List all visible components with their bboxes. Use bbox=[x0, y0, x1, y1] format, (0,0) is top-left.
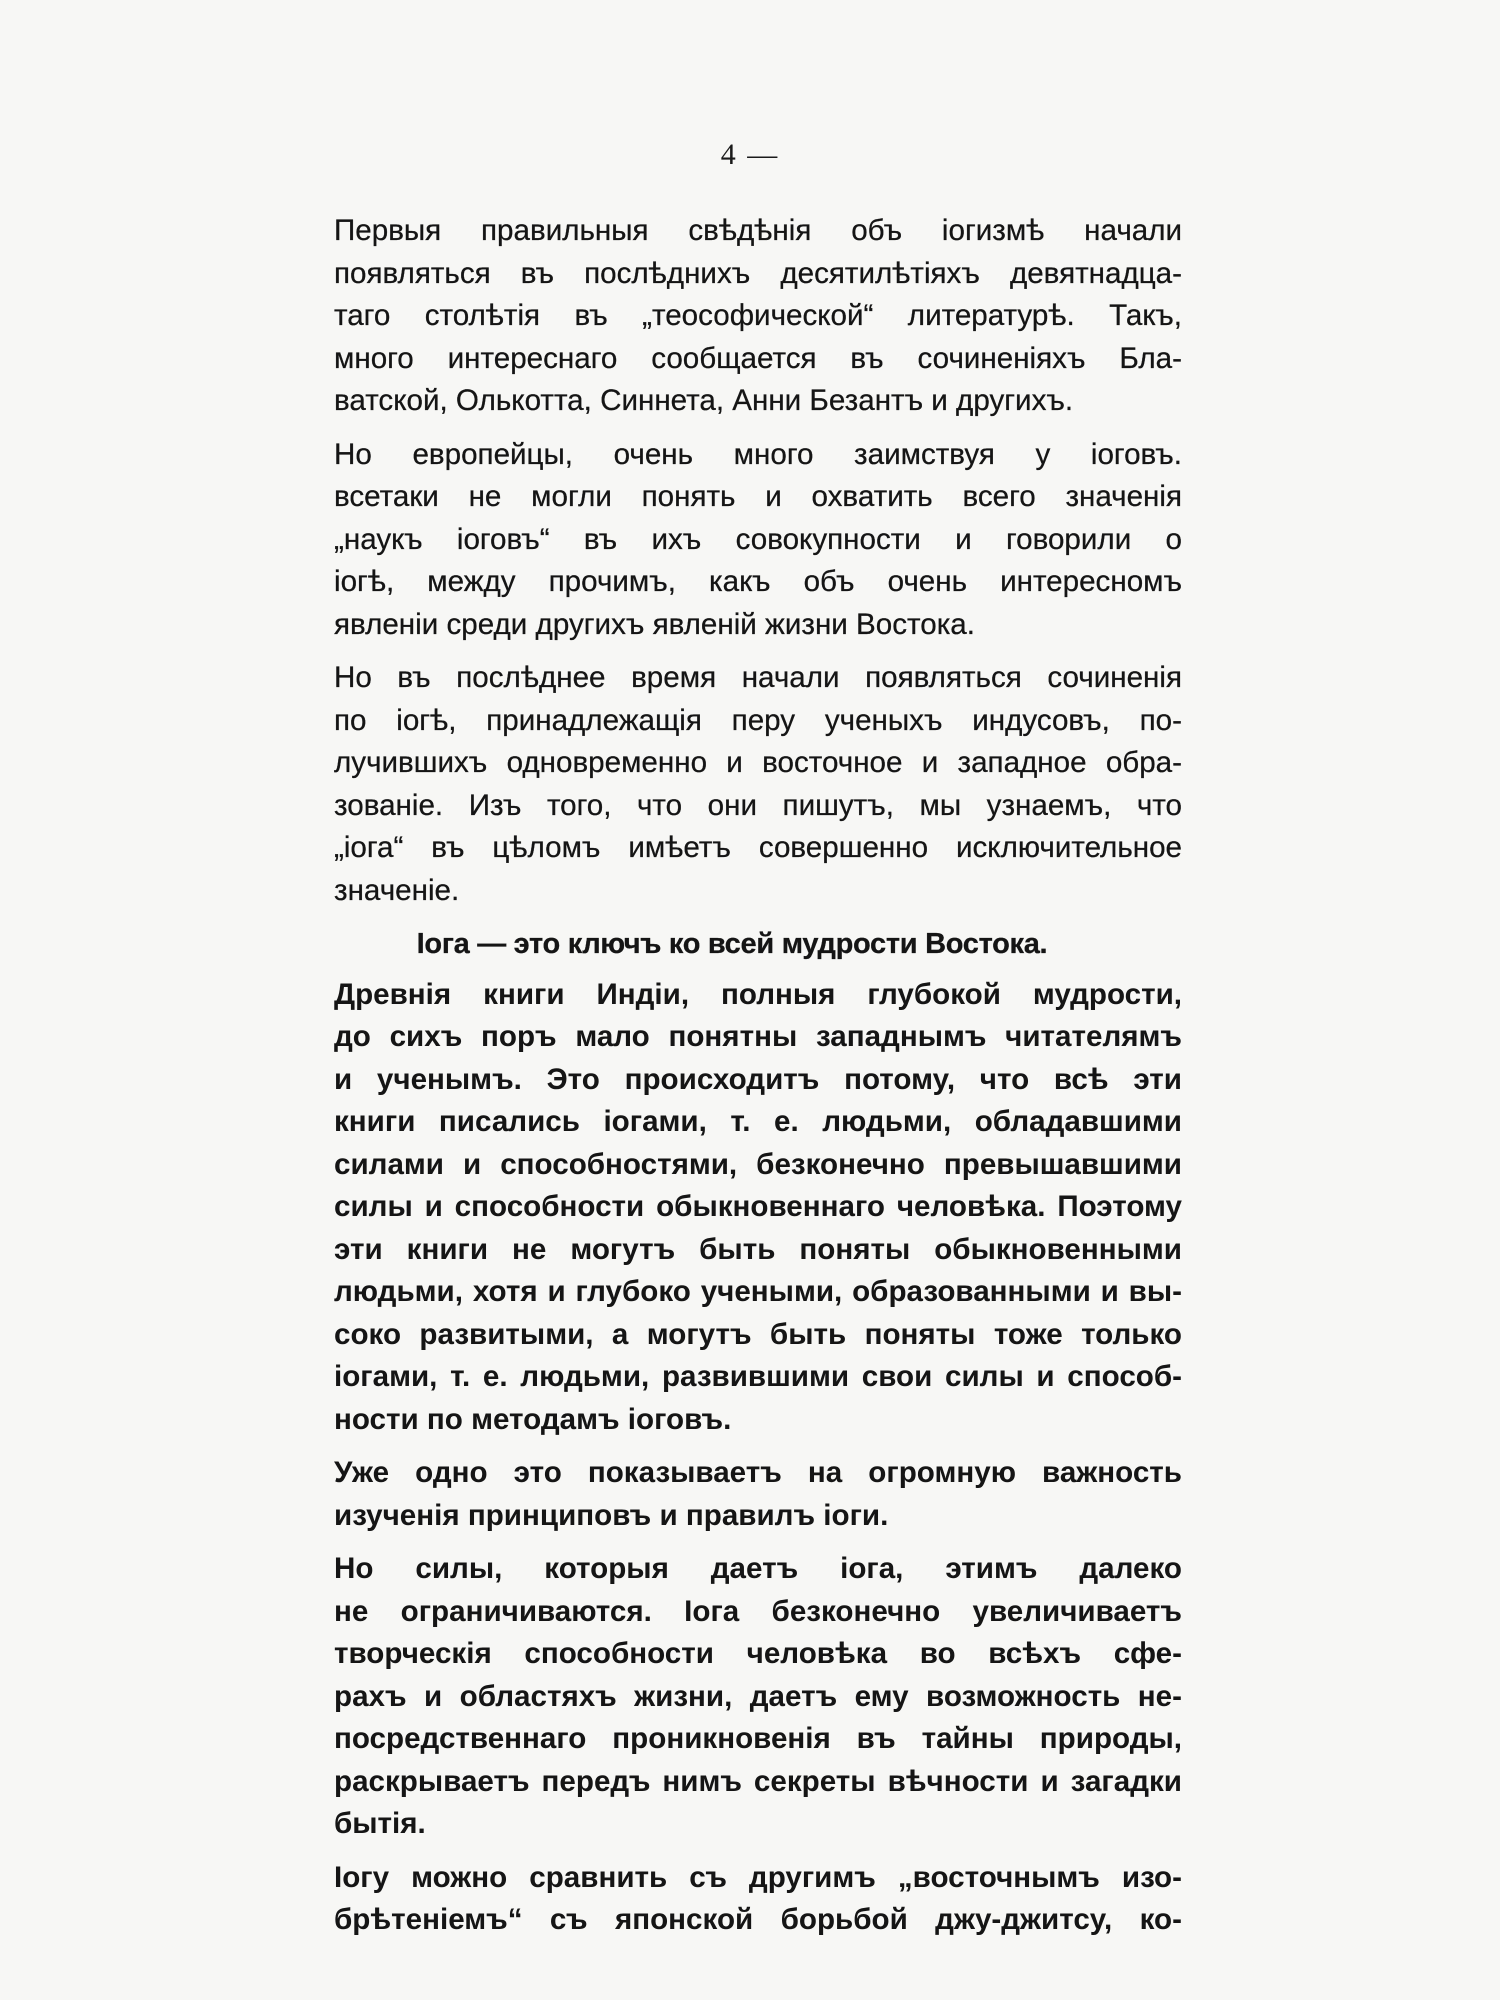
text-line: и ученымъ. Это происходитъ потому, что всѣ эти bbox=[334, 1062, 1182, 1096]
paragraph-2 bbox=[282, 434, 1182, 647]
text-line: таго столѣтія въ „теософической“ литературѣ. Такъ, bbox=[334, 299, 1182, 332]
text-line: ности по методамъ іоговъ. bbox=[334, 1402, 732, 1436]
text-line: брѣтеніемъ“ съ японской борьбой джу-джитсу, ко- bbox=[334, 1903, 1182, 1936]
text-line: творческія способности человѣка во всѣхъ сфе- bbox=[334, 1637, 1182, 1670]
page-number: 4 — bbox=[720, 138, 780, 171]
text-line: Уже одно это показываетъ на огромную важность bbox=[334, 1456, 1182, 1489]
text-line: лучившихъ одновременно и восточное и западное обра- bbox=[334, 746, 1182, 779]
text-line: Но въ послѣднее время начали появляться сочиненія bbox=[334, 661, 1182, 694]
text-line: Древнія книги Индіи, полныя глубокой мудрости, bbox=[334, 977, 1182, 1011]
text-line: „іога“ въ цѣломъ имѣетъ совершенно исключительное bbox=[334, 831, 1182, 864]
paragraph-6 bbox=[282, 1548, 1182, 1846]
text-line: эти книги не могутъ быть поняты обыкновенными bbox=[334, 1232, 1182, 1266]
text-line: посредственнаго проникновенія въ тайны природы, bbox=[334, 1722, 1182, 1755]
section-heading: Іога — это ключъ ко всей мудрости Востока. bbox=[416, 928, 1048, 960]
text-line: Но силы, которыя даетъ іога, этимъ далеко bbox=[334, 1552, 1182, 1585]
text-line: Первыя правильныя свѣдѣнія объ іогизмѣ начали bbox=[334, 214, 1182, 247]
text-line: изученія принциповъ и правилъ іоги. bbox=[334, 1498, 889, 1532]
text-line: значеніе. bbox=[334, 873, 460, 907]
text-line: раскрываетъ передъ нимъ секреты вѣчности и загадки bbox=[334, 1764, 1182, 1798]
text-line: книги писались іогами, т. е. людьми, обладавшими bbox=[334, 1105, 1182, 1138]
text-line: ватской, Олькотта, Синнета, Анни Безантъ и другихъ. bbox=[334, 384, 1074, 417]
text-line: Іогу можно сравнить съ другимъ „восточнымъ изо- bbox=[334, 1860, 1182, 1894]
paragraph-4 bbox=[282, 974, 1182, 1442]
paragraph-7 bbox=[282, 1857, 1182, 1942]
text-line: соко развитыми, а могутъ быть поняты тоже только bbox=[334, 1317, 1182, 1351]
paragraph-3 bbox=[282, 657, 1182, 912]
text-line: по іогѣ, принадлежащія перу ученыхъ индусовъ, по- bbox=[334, 703, 1182, 737]
text-line: бытія. bbox=[334, 1807, 426, 1840]
text-line: людьми, хотя и глубоко учеными, образованными и вы- bbox=[334, 1275, 1182, 1308]
text-line: появляться въ послѣднихъ десятилѣтіяхъ девятнадца- bbox=[334, 256, 1182, 290]
text-line: до сихъ поръ мало понятны западнымъ читателямъ bbox=[334, 1020, 1182, 1053]
text-line: много интереснаго сообщается въ сочиненіяхъ Бла- bbox=[334, 341, 1182, 375]
text-line: силы и способности обыкновеннаго человѣка. Поэтому bbox=[334, 1190, 1182, 1223]
paragraph-5 bbox=[282, 1452, 1182, 1537]
text-line: зованіе. Изъ того, что они пишутъ, мы узнаемъ, что bbox=[334, 788, 1182, 822]
text-line: іогами, т. е. людьми, развившими свои силы и способ- bbox=[334, 1360, 1182, 1393]
text-line: всетаки не могли понять и охватить всего значенія bbox=[334, 480, 1182, 513]
text-line: явленіи среди другихъ явленій жизни Востока. bbox=[334, 607, 975, 641]
page-text bbox=[282, 210, 1182, 1953]
text-line: „наукъ іоговъ“ въ ихъ совокупности и говорили о bbox=[334, 522, 1182, 556]
text-line: не ограничиваются. Іога безконечно увеличиваетъ bbox=[334, 1594, 1182, 1628]
text-line: Но европейцы, очень много заимствуя у іоговъ. bbox=[334, 437, 1182, 471]
text-line: силами и способностями, безконечно превышавшими bbox=[334, 1147, 1182, 1181]
paragraph-1 bbox=[282, 210, 1182, 423]
text-line: рахъ и областяхъ жизни, даетъ ему возможность не- bbox=[334, 1679, 1182, 1713]
text-line: іогѣ, между прочимъ, какъ объ очень интересномъ bbox=[334, 565, 1182, 598]
